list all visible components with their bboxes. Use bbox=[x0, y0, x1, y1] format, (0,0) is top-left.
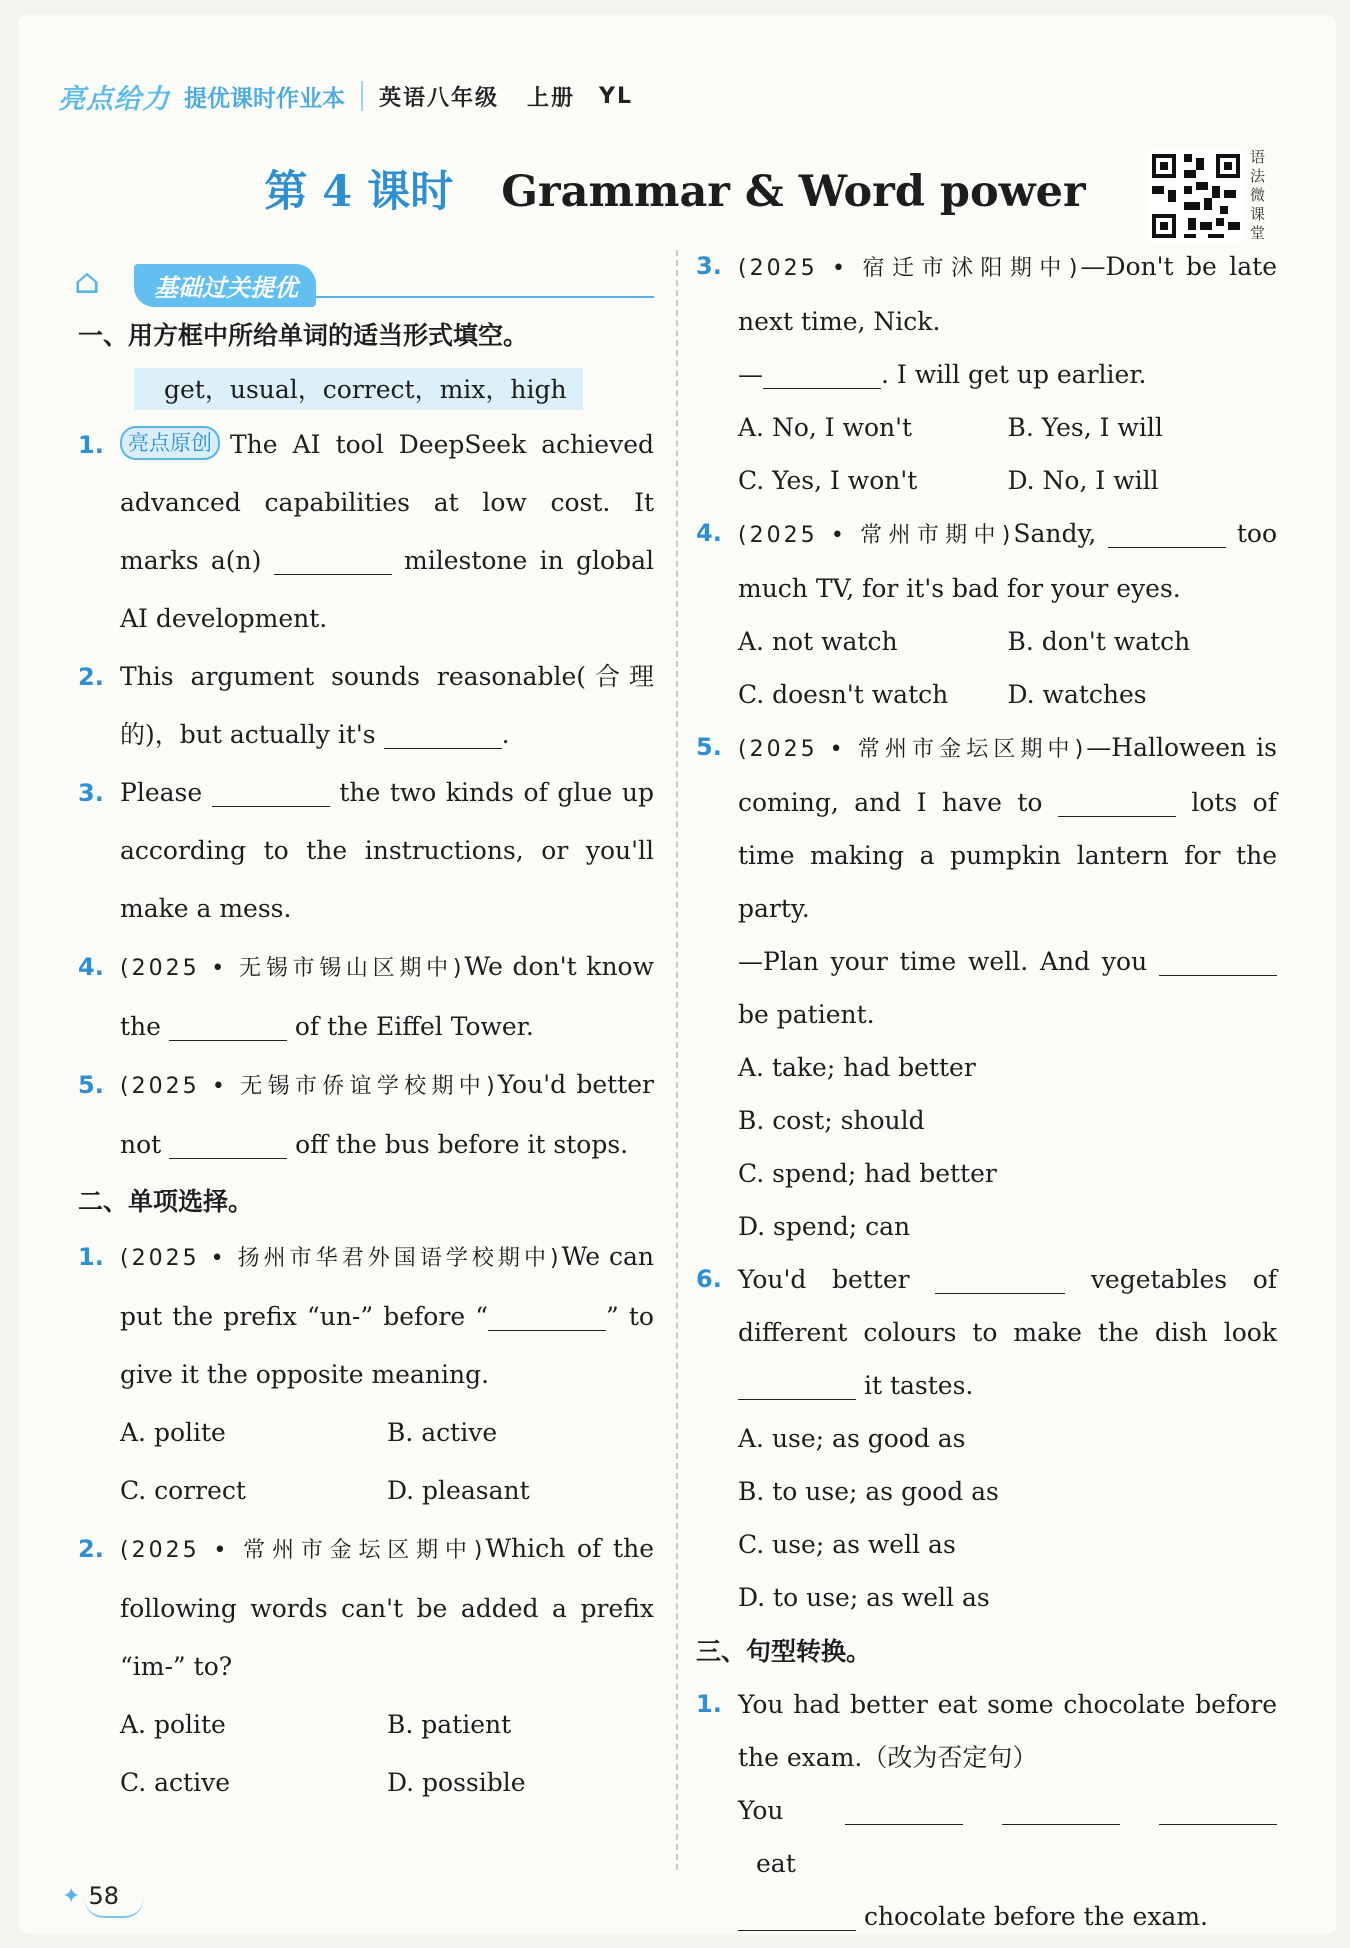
option-c[interactable]: C. spend; had better bbox=[738, 1159, 997, 1188]
brand-logo: 亮点给力 bbox=[58, 83, 170, 115]
question-text: off the bus before it stops. bbox=[295, 1130, 629, 1159]
question-number: 1. bbox=[696, 1690, 722, 1718]
question-text: You bbox=[738, 1796, 784, 1825]
question-number: 2. bbox=[78, 1535, 104, 1563]
option-c[interactable]: C. Yes, I won't bbox=[738, 466, 918, 495]
dialogue-line bbox=[738, 935, 1277, 1041]
option-d[interactable]: D. No, I will bbox=[1007, 466, 1159, 495]
question-source: (2025 • 宿迁市沭阳期中) bbox=[738, 256, 1081, 281]
dash: — bbox=[738, 360, 763, 389]
option-d[interactable]: D. to use; as well as bbox=[738, 1583, 990, 1612]
page-number: 58 bbox=[88, 1882, 119, 1910]
option-c[interactable]: C. correct bbox=[120, 1476, 246, 1505]
question-source: (2025 • 常州市金坛区期中) bbox=[120, 1538, 486, 1563]
answer-blank[interactable] bbox=[169, 1134, 287, 1159]
option-c[interactable]: C. use; as well as bbox=[738, 1530, 956, 1559]
question-text: lots of time making a pumpkin lantern for the party. bbox=[738, 788, 1277, 923]
option-d[interactable]: D. possible bbox=[387, 1768, 526, 1797]
question-text: vegetables of different colours to make the dish look bbox=[738, 1265, 1278, 1347]
question-text: You'd better not bbox=[120, 1070, 654, 1159]
question-text: . I will get up earlier. bbox=[881, 360, 1147, 389]
transform-question bbox=[692, 1678, 1277, 1943]
fill-question bbox=[74, 416, 654, 648]
option-b[interactable]: B. Yes, I will bbox=[1007, 413, 1163, 442]
answer-blank[interactable] bbox=[763, 364, 881, 389]
fill-question bbox=[74, 1056, 654, 1174]
option-list bbox=[738, 401, 1277, 507]
left-column bbox=[74, 258, 654, 1812]
answer-blank[interactable] bbox=[169, 1016, 287, 1041]
section-heading-transform: 三、句型转换。 bbox=[696, 1637, 872, 1666]
question-text: —Don't be late next time, Nick. bbox=[738, 252, 1277, 336]
option-a[interactable]: A. not watch bbox=[738, 627, 898, 656]
question-text: Which of the following words can't be added a prefix “im-” to? bbox=[120, 1534, 654, 1681]
subject-label: 英语八年级 bbox=[379, 85, 500, 111]
question-text: it tastes. bbox=[863, 1371, 974, 1400]
lesson-topic: Grammar & Word power bbox=[501, 167, 1086, 217]
option-a[interactable]: A. use; as good as bbox=[738, 1424, 966, 1453]
answer-blank[interactable] bbox=[212, 782, 330, 807]
question-number: 1. bbox=[78, 431, 104, 459]
page-number-area bbox=[62, 1882, 119, 1910]
question-text: Please bbox=[120, 778, 203, 807]
edition-label: YL bbox=[599, 83, 633, 109]
question-text: We can put the prefix “un-” before “ bbox=[120, 1242, 654, 1331]
question-number: 5. bbox=[78, 1071, 104, 1099]
question-text: be patient. bbox=[738, 1000, 875, 1029]
dialogue-line bbox=[738, 348, 1277, 401]
section-banner bbox=[74, 258, 654, 306]
question-text: The AI tool DeepSeek achieved advanced capabilities at low cost. It marks a(n) bbox=[120, 430, 654, 575]
house-icon: ⌂ bbox=[74, 262, 100, 302]
page-header bbox=[58, 66, 633, 126]
star-icon: ✦ bbox=[62, 1883, 81, 1909]
column-divider bbox=[676, 250, 678, 1870]
option-list bbox=[738, 615, 1277, 721]
answer-blank[interactable] bbox=[274, 550, 392, 575]
question-text: chocolate before the exam. bbox=[863, 1902, 1208, 1931]
answer-blank[interactable] bbox=[384, 724, 502, 749]
question-number: 3. bbox=[696, 252, 722, 280]
fill-question bbox=[74, 648, 654, 764]
question-text: . bbox=[501, 720, 510, 749]
option-a[interactable]: A. polite bbox=[120, 1710, 226, 1739]
answer-line bbox=[738, 1890, 1277, 1943]
header-divider bbox=[361, 81, 363, 111]
choice-question bbox=[692, 1253, 1277, 1624]
question-number: 4. bbox=[696, 519, 722, 547]
option-list bbox=[120, 1404, 654, 1520]
section-heading-choice: 二、单项选择。 bbox=[78, 1187, 254, 1216]
question-source: (2025 • 扬州市华君外国语学校期中) bbox=[120, 1246, 562, 1271]
question-text: Sandy, bbox=[1013, 519, 1097, 548]
option-b[interactable]: B. to use; as good as bbox=[738, 1477, 999, 1506]
option-b[interactable]: B. patient bbox=[387, 1710, 512, 1739]
answer-blank[interactable] bbox=[1159, 951, 1277, 976]
answer-blank[interactable] bbox=[488, 1306, 606, 1331]
choice-question bbox=[74, 1520, 654, 1812]
answer-blank[interactable] bbox=[738, 1375, 856, 1400]
answer-blank[interactable] bbox=[845, 1800, 963, 1825]
option-b[interactable]: B. don't watch bbox=[1007, 627, 1191, 656]
question-text: of the Eiffel Tower. bbox=[294, 1012, 534, 1041]
qr-caption: 语法微课堂 bbox=[1250, 148, 1266, 242]
option-a[interactable]: A. take; had better bbox=[738, 1053, 976, 1082]
series-name: 提优课时作业本 bbox=[184, 85, 345, 112]
question-source: (2025 • 常州市期中) bbox=[738, 523, 1014, 548]
answer-blank[interactable] bbox=[738, 1906, 856, 1931]
choice-question bbox=[74, 1228, 654, 1520]
answer-blank[interactable] bbox=[1108, 523, 1226, 548]
question-text: —Halloween is coming, and I have to bbox=[738, 733, 1277, 817]
option-d[interactable]: D. watches bbox=[1007, 680, 1147, 709]
question-number: 3. bbox=[78, 779, 104, 807]
choice-question bbox=[692, 721, 1277, 1253]
answer-blank[interactable] bbox=[1002, 1800, 1120, 1825]
original-tag: 亮点原创 bbox=[120, 426, 220, 460]
question-text: the two kinds of glue up according to the instructions, or you'll make a mess. bbox=[120, 778, 654, 923]
volume-label: 上册 bbox=[527, 85, 576, 111]
answer-line bbox=[738, 1784, 1277, 1890]
option-a[interactable]: A. polite bbox=[120, 1418, 226, 1447]
option-c[interactable]: C. doesn't watch bbox=[738, 680, 949, 709]
question-text: This argument sounds reasonable(合理的)，but actually it's bbox=[120, 662, 654, 749]
question-source: (2025 • 常州市金坛区期中) bbox=[738, 737, 1087, 762]
question-text: We don't know the bbox=[120, 952, 655, 1041]
option-b[interactable]: B. active bbox=[387, 1418, 498, 1447]
option-list bbox=[120, 1696, 654, 1812]
choice-question bbox=[692, 240, 1277, 507]
option-c[interactable]: C. active bbox=[120, 1768, 230, 1797]
option-d[interactable]: D. spend; can bbox=[738, 1212, 911, 1241]
answer-blank[interactable] bbox=[935, 1269, 1065, 1294]
fill-question bbox=[74, 938, 654, 1056]
question-number: 2. bbox=[78, 663, 104, 691]
question-number: 1. bbox=[78, 1243, 104, 1271]
option-d[interactable]: D. pleasant bbox=[387, 1476, 530, 1505]
question-source: (2025 • 无锡市侨谊学校期中) bbox=[120, 1074, 498, 1099]
question-source: (2025 • 无锡市锡山区期中) bbox=[120, 956, 465, 981]
banner-label: 基础过关提优 bbox=[134, 264, 316, 307]
question-text: You'd better bbox=[738, 1265, 910, 1294]
question-number: 6. bbox=[696, 1265, 722, 1293]
option-b[interactable]: B. cost; should bbox=[738, 1106, 925, 1135]
question-number: 5. bbox=[696, 733, 722, 761]
fill-question bbox=[74, 764, 654, 938]
choice-question bbox=[692, 507, 1277, 721]
question-text: You had better eat some chocolate before the exam.（改为否定句） bbox=[738, 1690, 1277, 1772]
question-text: ” to give it the opposite meaning. bbox=[120, 1302, 654, 1389]
answer-blank[interactable] bbox=[1159, 1800, 1277, 1825]
question-number: 4. bbox=[78, 953, 104, 981]
answer-blank[interactable] bbox=[1058, 792, 1176, 817]
question-text: —Plan your time well. And you bbox=[738, 947, 1148, 976]
section-heading-fill: 一、用方框中所给单词的适当形式填空。 bbox=[78, 321, 529, 350]
question-text: too much TV, for it's bad for your eyes. bbox=[738, 519, 1277, 603]
lesson-number: 第 4 课时 bbox=[264, 167, 454, 217]
word-box: get，usual，correct，mix，high bbox=[134, 368, 583, 410]
right-column bbox=[692, 240, 1277, 1943]
qr-code-icon[interactable] bbox=[1148, 150, 1244, 242]
question-text: eat bbox=[756, 1849, 796, 1878]
option-a[interactable]: A. No, I won't bbox=[738, 413, 913, 442]
question-text: milestone in global AI development. bbox=[120, 546, 654, 633]
